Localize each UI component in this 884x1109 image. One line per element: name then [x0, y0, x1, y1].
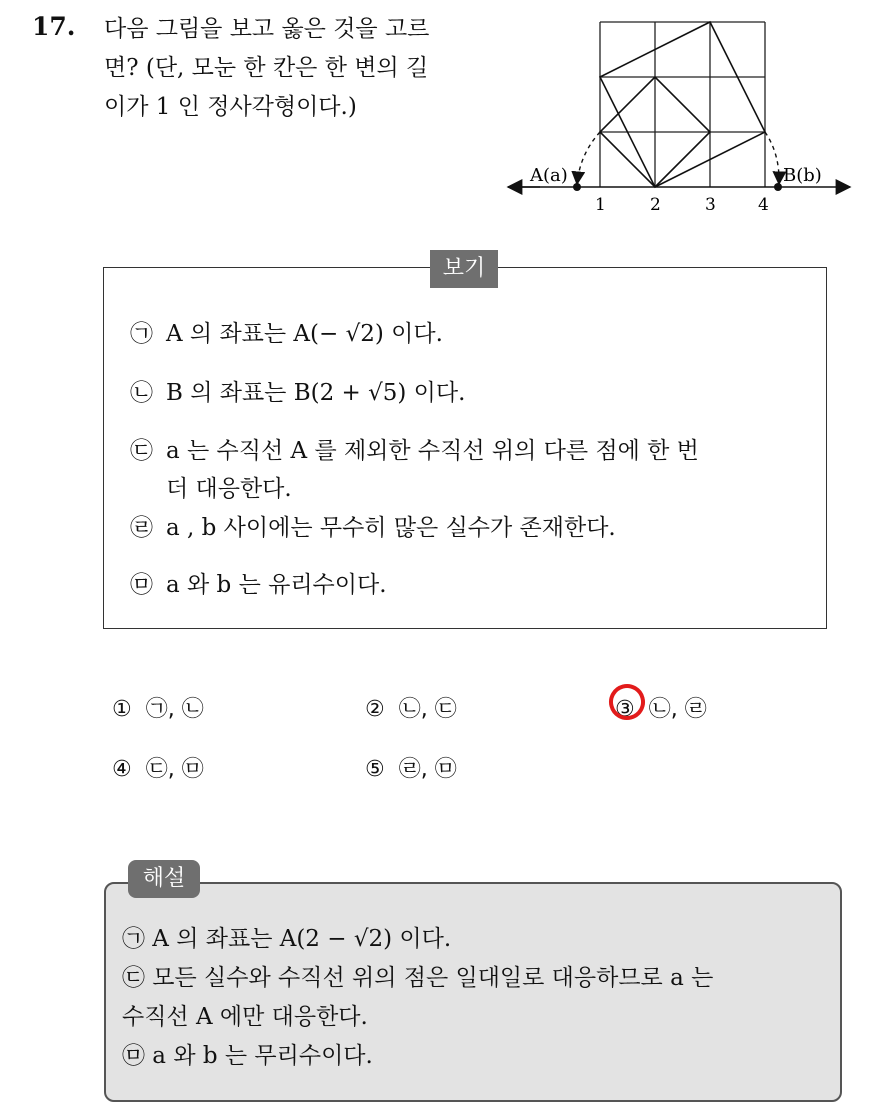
haeseol-line-3: 수직선 A 에만 대응한다. [122, 1004, 368, 1030]
choice-number: ① [112, 697, 132, 722]
choice-number: ② [365, 697, 385, 722]
bogi-item-text: B 의 좌표는 B(2 + √5) 이다. [166, 380, 466, 406]
bogi-marker: ㉢ [130, 438, 153, 464]
choice-5[interactable] [365, 752, 457, 783]
label-b: B(b) [783, 165, 822, 186]
choice-1[interactable] [112, 692, 204, 723]
tick-2: 2 [650, 195, 661, 215]
bogi-item-text: a 와 b 는 유리수이다. [166, 572, 387, 598]
grid-number-line-figure [500, 14, 860, 219]
tick-3: 3 [705, 195, 716, 215]
bogi-item-text: a 는 수직선 A 를 제외한 수직선 위의 다른 점에 한 번 [166, 438, 699, 464]
tick-1: 1 [595, 195, 606, 215]
label-a: A(a) [530, 165, 568, 186]
bogi-marker: ㉤ [130, 572, 153, 598]
bogi-marker: ㉠ [130, 321, 153, 347]
point-a [573, 183, 581, 191]
choice-number: ⑤ [365, 757, 385, 782]
bogi-item-1 [130, 315, 780, 353]
question-line-1: 다음 그림을 보고 옳은 것을 고르 [104, 16, 430, 42]
choice-text: ㉠, ㉡ [145, 697, 204, 722]
bogi-marker: ㉡ [130, 380, 153, 406]
choice-2[interactable] [365, 692, 457, 723]
question-line-3: 이가 1 인 정사각형이다.) [104, 94, 357, 120]
haeseol-line-1: ㉠ A 의 좌표는 A(2 − √2) 이다. [122, 926, 452, 952]
question-text [104, 10, 484, 127]
bogi-item-text: a , b 사이에는 무수히 많은 실수가 존재한다. [166, 515, 616, 541]
arc-b [765, 132, 779, 184]
choice-text: ㉡, ㉢ [398, 697, 457, 722]
point-b [774, 183, 782, 191]
choice-text: ㉣, ㉤ [398, 757, 457, 782]
haeseol-label: 해설 [128, 860, 200, 898]
bogi-item-2 [130, 374, 780, 412]
bogi-marker: ㉣ [130, 515, 153, 541]
question-number: 17. [32, 12, 76, 41]
haeseol-line-2: ㉢ 모든 실수와 수직선 위의 점은 일대일로 대응하므로 a 는 [122, 965, 714, 991]
choice-text: ㉡, ㉣ [648, 697, 707, 722]
choice-number: ③ [615, 697, 635, 722]
choice-4[interactable] [112, 752, 204, 783]
bogi-label: 보기 [430, 250, 498, 288]
bogi-item-text-cont: 더 대응한다. [166, 476, 292, 502]
choice-number: ④ [112, 757, 132, 782]
bogi-item-text: A 의 좌표는 A(− √2) 이다. [166, 321, 443, 347]
bogi-item-3 [130, 432, 780, 508]
haeseol-line-4: ㉤ a 와 b 는 무리수이다. [122, 1043, 373, 1069]
bogi-item-4 [130, 509, 780, 547]
arc-a [577, 132, 600, 184]
haeseol-text [122, 920, 827, 1076]
bogi-item-5 [130, 566, 780, 604]
question-line-2: 면? (단, 모눈 한 칸은 한 변의 길 [104, 55, 429, 81]
choice-text: ㉢, ㉤ [145, 757, 204, 782]
tick-4: 4 [758, 195, 769, 215]
